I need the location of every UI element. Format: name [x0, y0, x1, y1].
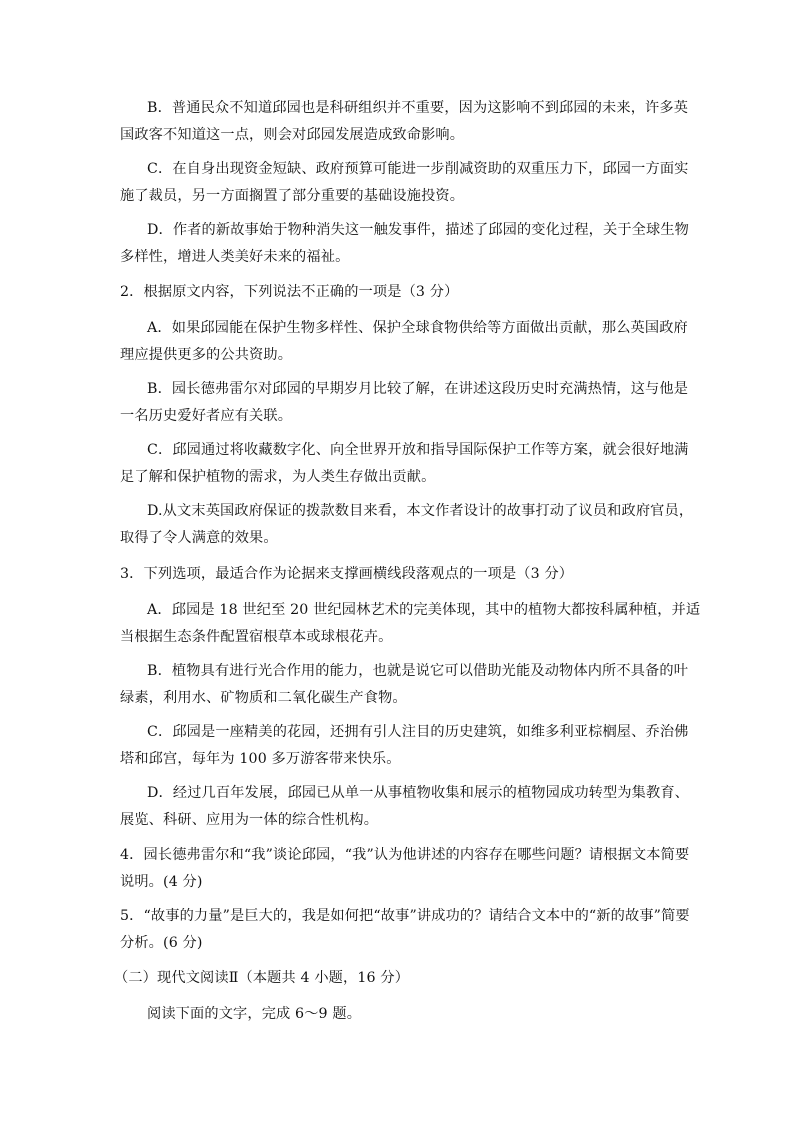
- q2-stem: 2．根据原文内容，下列说法不正确的一项是（3 分）: [120, 284, 459, 300]
- q3-option-a-line1: A．邱园是 18 世纪至 20 世纪园林艺术的完美体现，其中的植物大都按科属种植，并适: [147, 602, 701, 618]
- q4-stem-line2: 说明。(4 分): [120, 874, 203, 890]
- q3-option-d-line2: 展览、科研、应用为一体的综合性机构。: [120, 812, 379, 828]
- q1-option-d-line2: 多样性，增进人类美好未来的福祉。: [120, 249, 350, 265]
- q1-option-b-line1: B．普通民众不知道邱园也是科研组织并不重要，因为这影响不到邱园的未来，许多英: [147, 100, 689, 116]
- q2-option-b-line1: B．园长德弗雷尔对邱园的早期岁月比较了解，在讲述这段历史时充满热情，这与他是: [147, 381, 689, 397]
- q1-option-c-line2: 施了裁员，另一方面搁置了部分重要的基础设施投资。: [120, 188, 465, 204]
- q3-option-a-line2: 当根据生态条件配置宿根草本或球根花卉。: [120, 629, 393, 645]
- q1-option-d-line1: D．作者的新故事始于物种消失这一触发事件，描述了邱园的变化过程，关于全球生物: [147, 222, 690, 238]
- q3-option-b-line1: B．植物具有进行光合作用的能力，也就是说它可以借助光能及动物体内所不具备的叶: [147, 663, 689, 679]
- q3-option-c-line1: C．邱园是一座精美的花园，还拥有引人注目的历史建筑，如维多利亚棕榈屋、乔治佛: [147, 724, 689, 740]
- q2-option-a-line1: A．如果邱园能在保护生物多样性、保护全球食物供给等方面做出贡献，那么英国政府: [147, 320, 688, 336]
- q2-option-a-line2: 理应提供更多的公共资助。: [120, 347, 293, 363]
- q5-stem-line1: 5．“故事的力量”是巨大的，我是如何把“故事”讲成功的？请结合文本中的“新的故事”简要: [120, 908, 690, 924]
- q1-option-b-line2: 国政客不知道这一点，则会对邱园发展造成致命影响。: [120, 127, 465, 143]
- q3-stem: 3．下列选项，最适合作为论据来支撑画横线段落观点的一项是（3 分）: [120, 566, 574, 582]
- q5-stem-line2: 分析。(6 分): [120, 935, 203, 951]
- q3-option-c-line2: 塔和邱宫，每年为 100 多万游客带来快乐。: [120, 751, 401, 767]
- q3-option-b-line2: 绿素，利用水、矿物质和二氧化碳生产食物。: [120, 690, 407, 706]
- section-heading: （二）现代文阅读Ⅱ（本题共 4 小题，16 分）: [114, 970, 410, 986]
- q4-stem-line1: 4．园长德弗雷尔和“我”谈论邱园，“我”认为他讲述的内容存在哪些问题？请根据文本简要: [120, 847, 690, 863]
- q2-option-b-line2: 一名历史爱好者应有关联。: [120, 408, 293, 424]
- q3-option-d-line1: D．经过几百年发展，邱园已从单一从事植物收集和展示的植物园成功转型为集教育、: [147, 785, 690, 801]
- q2-option-d-line2: 取得了令人满意的效果。: [120, 530, 278, 546]
- q2-option-c-line1: C．邱园通过将收藏数字化、向全世界开放和指导国际保护工作等方案，就会很好地满: [147, 442, 689, 458]
- q1-option-c-line1: C．在自身出现资金短缺、政府预算可能进一步削减资助的双重压力下，邱园一方面实: [147, 161, 689, 177]
- q2-option-d-line1: D.从文末英国政府保证的拨款数目来看，本文作者设计的故事打动了议员和政府官员，: [147, 503, 694, 519]
- q2-option-c-line2: 足了解和保护植物的需求，为人类生存做出贡献。: [120, 469, 436, 485]
- section-instruction: 阅读下面的文字，完成 6～9 题。: [147, 1006, 362, 1022]
